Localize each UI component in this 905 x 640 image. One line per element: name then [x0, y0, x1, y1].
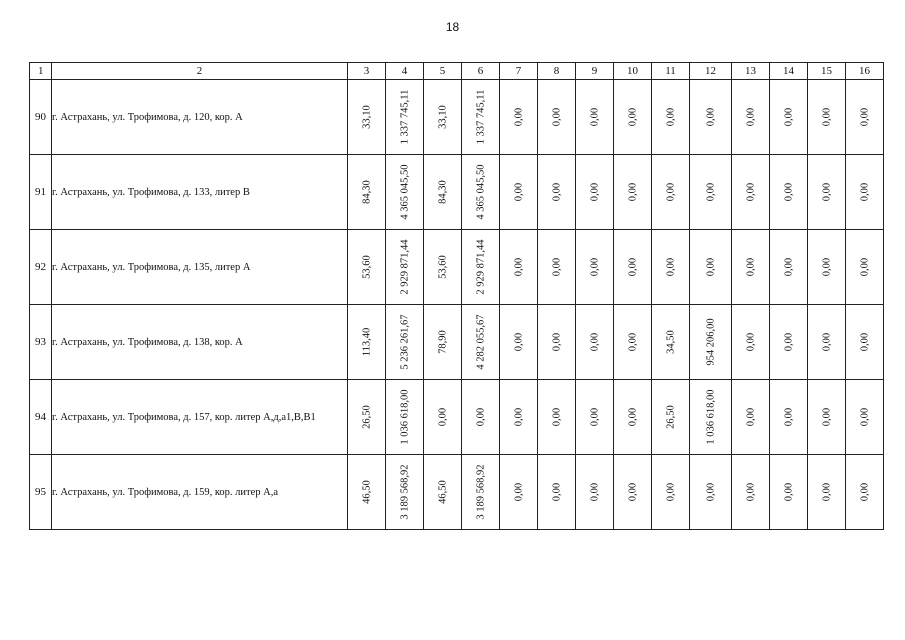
value-cell [770, 230, 808, 305]
value-cell [614, 305, 652, 380]
cell-value: 0,00 [745, 257, 756, 277]
cell-value: 46,50 [437, 480, 448, 504]
cell-value: 0,00 [821, 332, 832, 352]
value-cell [614, 155, 652, 230]
column-header-13: 13 [732, 63, 770, 80]
value-cell [500, 80, 538, 155]
value-cell [424, 305, 462, 380]
cell-value: 0,00 [821, 107, 832, 127]
column-header-4: 4 [386, 63, 424, 80]
value-cell [576, 380, 614, 455]
value-cell [386, 230, 424, 305]
table-row [30, 230, 884, 305]
value-cell [386, 380, 424, 455]
column-header-2: 2 [52, 63, 348, 80]
value-cell [846, 305, 884, 380]
cell-value: 0,00 [513, 482, 524, 502]
value-cell [538, 230, 576, 305]
cell-value: 0,00 [551, 107, 562, 127]
table-row [30, 80, 884, 155]
value-cell [732, 455, 770, 530]
cell-value: 5 236 261,67 [399, 314, 410, 370]
table-row [30, 380, 884, 455]
table-row [30, 305, 884, 380]
cell-value: 0,00 [513, 107, 524, 127]
value-cell [770, 155, 808, 230]
cell-value: 0,00 [627, 182, 638, 202]
value-cell [348, 380, 386, 455]
value-cell [808, 455, 846, 530]
value-cell [348, 155, 386, 230]
value-cell [500, 455, 538, 530]
value-cell [462, 380, 500, 455]
column-header-1: 1 [30, 63, 52, 80]
value-cell [538, 305, 576, 380]
cell-value: 0,00 [551, 482, 562, 502]
cell-value: 3 189 568,92 [475, 464, 486, 520]
row-address: г. Астрахань, ул. Трофимова, д. 159, кор. литер А,а [52, 455, 348, 530]
cell-value: 1 337 745,11 [475, 89, 486, 145]
cell-value: 4 365 045,50 [475, 164, 486, 220]
cell-value: 0,00 [859, 257, 870, 277]
data-table [29, 62, 884, 530]
cell-value: 84,30 [361, 180, 372, 204]
cell-value: 0,00 [513, 257, 524, 277]
cell-value: 0,00 [589, 107, 600, 127]
cell-value: 0,00 [665, 482, 676, 502]
cell-value: 0,00 [821, 482, 832, 502]
cell-value: 0,00 [551, 332, 562, 352]
row-number: 91 [30, 155, 52, 230]
value-cell [576, 230, 614, 305]
table-row [30, 455, 884, 530]
cell-value: 0,00 [821, 257, 832, 277]
cell-value: 0,00 [745, 407, 756, 427]
cell-value: 0,00 [475, 407, 486, 427]
value-cell [652, 80, 690, 155]
value-cell [690, 305, 732, 380]
column-header-14: 14 [770, 63, 808, 80]
cell-value: 53,60 [361, 255, 372, 279]
cell-value: 0,00 [513, 182, 524, 202]
cell-value: 0,00 [627, 332, 638, 352]
column-header-5: 5 [424, 63, 462, 80]
cell-value: 0,00 [589, 482, 600, 502]
value-cell [652, 305, 690, 380]
value-cell [846, 380, 884, 455]
value-cell [576, 305, 614, 380]
value-cell [808, 230, 846, 305]
value-cell [538, 80, 576, 155]
cell-value: 0,00 [783, 482, 794, 502]
cell-value: 53,60 [437, 255, 448, 279]
cell-value: 0,00 [665, 182, 676, 202]
value-cell [614, 230, 652, 305]
value-cell [500, 380, 538, 455]
value-cell [424, 380, 462, 455]
cell-value: 0,00 [783, 407, 794, 427]
cell-value: 26,50 [361, 405, 372, 429]
cell-value: 4 365 045,50 [399, 164, 410, 220]
value-cell [462, 455, 500, 530]
cell-value: 0,00 [783, 332, 794, 352]
value-cell [614, 455, 652, 530]
cell-value: 0,00 [745, 332, 756, 352]
row-address: г. Астрахань, ул. Трофимова, д. 138, кор. А [52, 305, 348, 380]
value-cell [690, 230, 732, 305]
cell-value: 26,50 [665, 405, 676, 429]
cell-value: 33,10 [361, 105, 372, 129]
column-header-9: 9 [576, 63, 614, 80]
value-cell [424, 230, 462, 305]
cell-value: 1 337 745,11 [399, 89, 410, 145]
cell-value: 0,00 [859, 482, 870, 502]
cell-value: 33,10 [437, 105, 448, 129]
value-cell [732, 80, 770, 155]
value-cell [386, 305, 424, 380]
cell-value: 4 282 055,67 [475, 314, 486, 370]
value-cell [846, 230, 884, 305]
cell-value: 0,00 [627, 407, 638, 427]
value-cell [808, 80, 846, 155]
value-cell [386, 80, 424, 155]
column-header-10: 10 [614, 63, 652, 80]
value-cell [732, 155, 770, 230]
table-row [30, 155, 884, 230]
row-number: 92 [30, 230, 52, 305]
cell-value: 1 036 618,00 [399, 389, 410, 445]
value-cell [690, 155, 732, 230]
column-header-15: 15 [808, 63, 846, 80]
value-cell [652, 230, 690, 305]
cell-value: 0,00 [627, 107, 638, 127]
value-cell [690, 455, 732, 530]
row-number: 90 [30, 80, 52, 155]
value-cell [614, 380, 652, 455]
value-cell [846, 455, 884, 530]
cell-value: 0,00 [665, 107, 676, 127]
value-cell [348, 455, 386, 530]
cell-value: 0,00 [859, 332, 870, 352]
cell-value: 0,00 [859, 182, 870, 202]
cell-value: 2 929 871,44 [399, 239, 410, 295]
value-cell [576, 80, 614, 155]
row-address: г. Астрахань, ул. Трофимова, д. 157, кор. литер А,д,а1,В,В1 [52, 380, 348, 455]
cell-value: 0,00 [589, 407, 600, 427]
row-number: 95 [30, 455, 52, 530]
cell-value: 0,00 [745, 182, 756, 202]
value-cell [386, 155, 424, 230]
cell-value: 0,00 [821, 182, 832, 202]
cell-value: 0,00 [627, 257, 638, 277]
cell-value: 0,00 [859, 107, 870, 127]
column-header-12: 12 [690, 63, 732, 80]
cell-value: 0,00 [665, 257, 676, 277]
cell-value: 0,00 [589, 257, 600, 277]
cell-value: 0,00 [513, 332, 524, 352]
value-cell [462, 80, 500, 155]
row-address: г. Астрахань, ул. Трофимова, д. 133, литер В [52, 155, 348, 230]
column-header-8: 8 [538, 63, 576, 80]
value-cell [538, 380, 576, 455]
table-body [30, 80, 884, 530]
value-cell [808, 305, 846, 380]
value-cell [732, 230, 770, 305]
value-cell [500, 230, 538, 305]
page-number: 18 [445, 20, 460, 34]
value-cell [348, 80, 386, 155]
value-cell [386, 455, 424, 530]
cell-value: 0,00 [705, 482, 716, 502]
value-cell [424, 455, 462, 530]
cell-value: 954 206,00 [705, 318, 716, 366]
cell-value: 2 929 871,44 [475, 239, 486, 295]
cell-value: 0,00 [705, 182, 716, 202]
row-address: г. Астрахань, ул. Трофимова, д. 120, кор. А [52, 80, 348, 155]
cell-value: 0,00 [745, 107, 756, 127]
cell-value: 1 036 618,00 [705, 389, 716, 445]
value-cell [462, 155, 500, 230]
value-cell [732, 305, 770, 380]
value-cell [462, 305, 500, 380]
column-header-11: 11 [652, 63, 690, 80]
value-cell [846, 80, 884, 155]
cell-value: 0,00 [705, 107, 716, 127]
column-header-7: 7 [500, 63, 538, 80]
value-cell [846, 155, 884, 230]
value-cell [424, 155, 462, 230]
cell-value: 0,00 [745, 482, 756, 502]
cell-value: 0,00 [859, 407, 870, 427]
value-cell [808, 380, 846, 455]
value-cell [424, 80, 462, 155]
value-cell [614, 80, 652, 155]
cell-value: 0,00 [589, 182, 600, 202]
value-cell [770, 455, 808, 530]
row-number: 93 [30, 305, 52, 380]
value-cell [652, 380, 690, 455]
value-cell [538, 455, 576, 530]
value-cell [348, 230, 386, 305]
cell-value: 0,00 [551, 182, 562, 202]
value-cell [348, 305, 386, 380]
cell-value: 0,00 [783, 182, 794, 202]
cell-value: 0,00 [551, 257, 562, 277]
cell-value: 0,00 [627, 482, 638, 502]
value-cell [770, 380, 808, 455]
value-cell [462, 230, 500, 305]
column-header-3: 3 [348, 63, 386, 80]
cell-value: 78,90 [437, 330, 448, 354]
cell-value: 113,40 [361, 327, 372, 357]
column-header-16: 16 [846, 63, 884, 80]
value-cell [576, 455, 614, 530]
cell-value: 84,30 [437, 180, 448, 204]
value-cell [690, 380, 732, 455]
value-cell [538, 155, 576, 230]
value-cell [808, 155, 846, 230]
value-cell [652, 455, 690, 530]
cell-value: 0,00 [513, 407, 524, 427]
value-cell [770, 305, 808, 380]
row-address: г. Астрахань, ул. Трофимова, д. 135, литер А [52, 230, 348, 305]
column-header-6: 6 [462, 63, 500, 80]
cell-value: 0,00 [821, 407, 832, 427]
value-cell [732, 380, 770, 455]
cell-value: 0,00 [551, 407, 562, 427]
cell-value: 0,00 [705, 257, 716, 277]
cell-value: 0,00 [783, 107, 794, 127]
cell-value: 0,00 [589, 332, 600, 352]
value-cell [576, 155, 614, 230]
value-cell [652, 155, 690, 230]
cell-value: 0,00 [437, 407, 448, 427]
value-cell [690, 80, 732, 155]
cell-value: 0,00 [783, 257, 794, 277]
value-cell [770, 80, 808, 155]
cell-value: 46,50 [361, 480, 372, 504]
header-row [30, 63, 884, 80]
value-cell [500, 155, 538, 230]
value-cell [500, 305, 538, 380]
cell-value: 3 189 568,92 [399, 464, 410, 520]
cell-value: 34,50 [665, 330, 676, 354]
row-number: 94 [30, 380, 52, 455]
